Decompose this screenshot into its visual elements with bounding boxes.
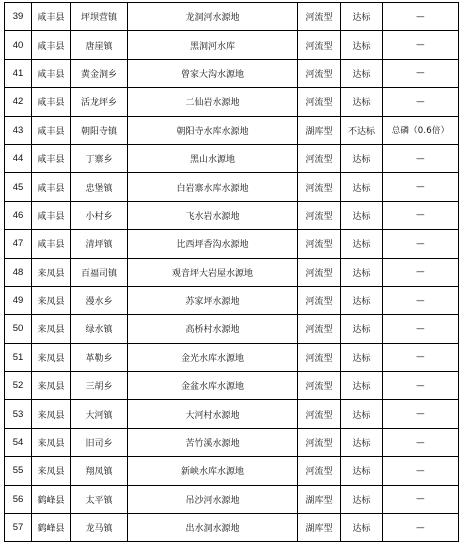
exceedance-cell: — [383, 258, 459, 286]
source-type-cell: 河流型 [298, 400, 341, 428]
row-number: 42 [5, 88, 32, 116]
source-type-cell: 河流型 [298, 343, 341, 371]
source-type-cell: 湖库型 [298, 514, 341, 542]
table-row [5, 315, 459, 343]
source-type-cell: 河流型 [298, 201, 341, 229]
town-cell: 龙马镇 [71, 514, 128, 542]
source-name-cell: 出水洞水源地 [128, 514, 298, 542]
source-name-cell: 龙洞河水源地 [128, 3, 298, 31]
town-cell: 清坪镇 [71, 230, 128, 258]
result-cell: 达标 [341, 144, 383, 172]
table-row [5, 88, 459, 116]
exceedance-cell: — [383, 230, 459, 258]
source-type-cell: 河流型 [298, 173, 341, 201]
town-cell: 忠堡镇 [71, 173, 128, 201]
exceedance-cell: — [383, 3, 459, 31]
water-source-table [4, 2, 459, 542]
row-number: 52 [5, 372, 32, 400]
result-cell: 达标 [341, 428, 383, 456]
county-cell: 来凤县 [32, 258, 71, 286]
source-type-cell: 湖库型 [298, 485, 341, 513]
table-row [5, 201, 459, 229]
county-cell: 来凤县 [32, 457, 71, 485]
county-cell: 鹤峰县 [32, 485, 71, 513]
county-cell: 咸丰县 [32, 88, 71, 116]
source-name-cell: 飞水岩水源地 [128, 201, 298, 229]
county-cell: 来凤县 [32, 372, 71, 400]
exceedance-cell: — [383, 343, 459, 371]
result-cell: 达标 [341, 59, 383, 87]
source-type-cell: 河流型 [298, 315, 341, 343]
result-cell: 不达标 [341, 116, 383, 144]
source-type-cell: 河流型 [298, 428, 341, 456]
table-row [5, 144, 459, 172]
town-cell: 翔凤镇 [71, 457, 128, 485]
source-name-cell: 吊沙河水源地 [128, 485, 298, 513]
county-cell: 咸丰县 [32, 144, 71, 172]
result-cell: 达标 [341, 514, 383, 542]
row-number: 55 [5, 457, 32, 485]
source-name-cell: 金光水库水源地 [128, 343, 298, 371]
table-row [5, 59, 459, 87]
source-type-cell: 河流型 [298, 372, 341, 400]
row-number: 57 [5, 514, 32, 542]
town-cell: 漫水乡 [71, 286, 128, 314]
table-row [5, 343, 459, 371]
result-cell: 达标 [341, 400, 383, 428]
town-cell: 革勒乡 [71, 343, 128, 371]
row-number: 56 [5, 485, 32, 513]
town-cell: 黄金洞乡 [71, 59, 128, 87]
exceedance-cell: — [383, 59, 459, 87]
town-cell: 太平镇 [71, 485, 128, 513]
exceedance-cell: — [383, 485, 459, 513]
table-row [5, 116, 459, 144]
county-cell: 咸丰县 [32, 59, 71, 87]
county-cell: 咸丰县 [32, 3, 71, 31]
row-number: 44 [5, 144, 32, 172]
town-cell: 坪坝营镇 [71, 3, 128, 31]
county-cell: 咸丰县 [32, 201, 71, 229]
source-name-cell: 观音坪大岩屋水源地 [128, 258, 298, 286]
county-cell: 咸丰县 [32, 230, 71, 258]
result-cell: 达标 [341, 258, 383, 286]
source-type-cell: 河流型 [298, 59, 341, 87]
exceedance-cell: — [383, 315, 459, 343]
source-type-cell: 河流型 [298, 230, 341, 258]
table-row [5, 514, 459, 542]
result-cell: 达标 [341, 315, 383, 343]
source-name-cell: 黑洞河水库 [128, 31, 298, 59]
exceedance-cell: — [383, 173, 459, 201]
row-number: 47 [5, 230, 32, 258]
result-cell: 达标 [341, 457, 383, 485]
town-cell: 百福司镇 [71, 258, 128, 286]
source-type-cell: 河流型 [298, 31, 341, 59]
table-row [5, 31, 459, 59]
row-number: 45 [5, 173, 32, 201]
county-cell: 鹤峰县 [32, 514, 71, 542]
result-cell: 达标 [341, 372, 383, 400]
row-number: 43 [5, 116, 32, 144]
source-name-cell: 曾家大沟水源地 [128, 59, 298, 87]
exceedance-cell: — [383, 31, 459, 59]
county-cell: 来凤县 [32, 400, 71, 428]
town-cell: 活龙坪乡 [71, 88, 128, 116]
row-number: 51 [5, 343, 32, 371]
town-cell: 唐崖镇 [71, 31, 128, 59]
exceedance-cell: — [383, 286, 459, 314]
town-cell: 朝阳寺镇 [71, 116, 128, 144]
table-row [5, 372, 459, 400]
result-cell: 达标 [341, 230, 383, 258]
town-cell: 绿水镇 [71, 315, 128, 343]
table-row [5, 400, 459, 428]
source-name-cell: 金盆水库水源地 [128, 372, 298, 400]
source-name-cell: 黑山水源地 [128, 144, 298, 172]
source-type-cell: 河流型 [298, 144, 341, 172]
exceedance-cell: — [383, 144, 459, 172]
exceedance-cell: — [383, 514, 459, 542]
source-name-cell: 大河村水源地 [128, 400, 298, 428]
row-number: 49 [5, 286, 32, 314]
row-number: 39 [5, 3, 32, 31]
exceedance-cell: — [383, 457, 459, 485]
result-cell: 达标 [341, 286, 383, 314]
source-name-cell: 新峡水库水源地 [128, 457, 298, 485]
source-type-cell: 河流型 [298, 3, 341, 31]
source-type-cell: 湖库型 [298, 116, 341, 144]
source-name-cell: 苏家坪水源地 [128, 286, 298, 314]
county-cell: 咸丰县 [32, 116, 71, 144]
source-name-cell: 二仙岩水源地 [128, 88, 298, 116]
county-cell: 来凤县 [32, 286, 71, 314]
source-name-cell: 苦竹溪水源地 [128, 428, 298, 456]
table-row [5, 485, 459, 513]
county-cell: 咸丰县 [32, 31, 71, 59]
town-cell: 旧司乡 [71, 428, 128, 456]
exceedance-cell: — [383, 428, 459, 456]
source-name-cell: 朝阳寺水库水源地 [128, 116, 298, 144]
row-number: 54 [5, 428, 32, 456]
result-cell: 达标 [341, 3, 383, 31]
table-row [5, 286, 459, 314]
town-cell: 三胡乡 [71, 372, 128, 400]
exceedance-cell: — [383, 88, 459, 116]
town-cell: 小村乡 [71, 201, 128, 229]
source-name-cell: 比西坪香沟水源地 [128, 230, 298, 258]
source-type-cell: 河流型 [298, 457, 341, 485]
town-cell: 大河镇 [71, 400, 128, 428]
county-cell: 来凤县 [32, 315, 71, 343]
result-cell: 达标 [341, 88, 383, 116]
result-cell: 达标 [341, 485, 383, 513]
table-body [5, 3, 459, 542]
town-cell: 丁寨乡 [71, 144, 128, 172]
table-row [5, 258, 459, 286]
row-number: 41 [5, 59, 32, 87]
table-row [5, 3, 459, 31]
exceedance-cell: — [383, 201, 459, 229]
result-cell: 达标 [341, 31, 383, 59]
source-type-cell: 河流型 [298, 286, 341, 314]
row-number: 50 [5, 315, 32, 343]
result-cell: 达标 [341, 343, 383, 371]
county-cell: 来凤县 [32, 343, 71, 371]
source-name-cell: 高桥村水源地 [128, 315, 298, 343]
source-type-cell: 河流型 [298, 88, 341, 116]
row-number: 40 [5, 31, 32, 59]
table-row [5, 428, 459, 456]
exceedance-cell: 总磷（0.6倍） [383, 116, 459, 144]
row-number: 46 [5, 201, 32, 229]
row-number: 48 [5, 258, 32, 286]
county-cell: 咸丰县 [32, 173, 71, 201]
table-row [5, 230, 459, 258]
exceedance-cell: — [383, 400, 459, 428]
exceedance-cell: — [383, 372, 459, 400]
result-cell: 达标 [341, 201, 383, 229]
result-cell: 达标 [341, 173, 383, 201]
row-number: 53 [5, 400, 32, 428]
table-row [5, 173, 459, 201]
source-name-cell: 白岩寨水库水源地 [128, 173, 298, 201]
source-type-cell: 河流型 [298, 258, 341, 286]
county-cell: 来凤县 [32, 428, 71, 456]
table-row [5, 457, 459, 485]
